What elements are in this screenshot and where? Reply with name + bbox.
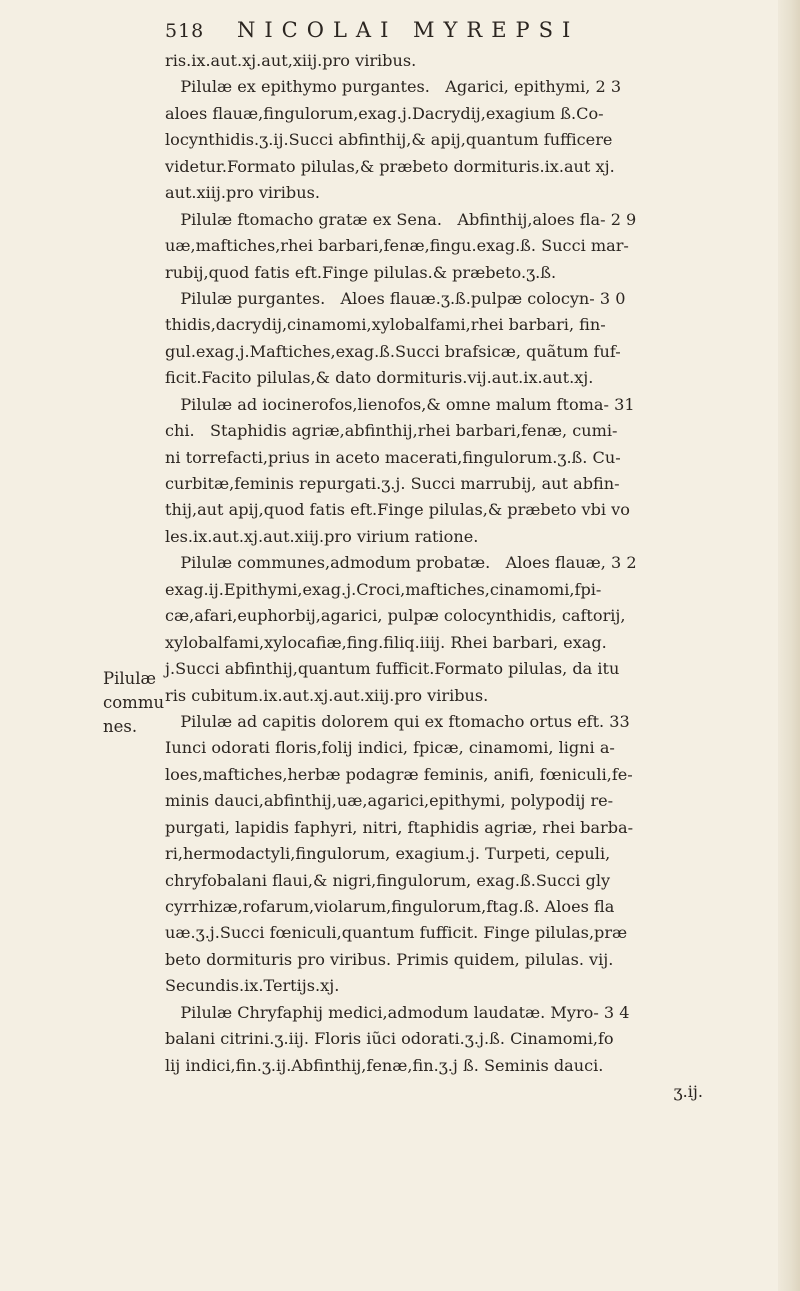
margin-note (103, 667, 163, 739)
page-number: 518 (165, 20, 205, 42)
margin-note-line: nes. (103, 717, 138, 736)
text-line: cyrrhizæ,rofarum,violarum,fingulorum,ftag.ß. Aloes fla (165, 897, 615, 916)
text-line: chi. Staphidis agriæ,abfinthij,rhei barbari,fenæ, cumi- (165, 421, 618, 441)
margin-note-line: commu (103, 693, 165, 712)
text-line: balani citrini.ʒ.iij. Floris iũci odorati.ʒ.j.ß. Cinamomi,fo (165, 1029, 614, 1049)
text-line: thidis,dacrydij,cinamomi,xylobalfami,rhei barbari, fin- (165, 315, 606, 335)
text-line: Pilulæ communes,admodum probatæ. Aloes flauæ, 3 2 (165, 553, 637, 573)
text-line: les.ix.aut.xj.aut.xiij.pro virium ratione. (165, 526, 479, 546)
text-line: lij indici,fin.ʒ.ij.Abfinthij,fenæ,fin.ʒ.j ß. Seminis dauci. (165, 1055, 604, 1075)
text-line: Pilulæ ad capitis dolorem qui ex ftomacho ortus eft. 33 (165, 711, 630, 731)
page-header (165, 18, 725, 42)
text-line: aut.xiij.pro viribus. (165, 183, 320, 203)
catchword: ʒ.ij. (673, 1082, 703, 1102)
text-line: loes,maftiches,herbæ podagræ feminis, anifi, fœniculi,fe- (165, 764, 633, 784)
text-line: minis dauci,abfinthij,uæ,agarici,epithymi, polypodij re- (165, 791, 614, 811)
text-line: j.Succi abfinthij,quantum fufficit.Formato pilulas, da itu (165, 659, 620, 679)
text-line: uæ,maftiches,rhei barbari,fenæ,fingu.exag.ß. Succi mar- (165, 236, 629, 256)
text-line: thij,aut apij,quod fatis eft.Finge pilulas,& præbeto vbi vo (165, 500, 630, 520)
text-line: ris cubitum.ix.aut.xj.aut.xiij.pro viribus. (165, 685, 489, 705)
page-binding-shadow (778, 0, 800, 1291)
text-line: Pilulæ Chryfaphij medici,admodum laudatæ. Myro- 3 4 (165, 1002, 630, 1022)
text-line: Pilulæ ad iocinerofos,lienofos,& omne malum ftoma- 31 (165, 394, 635, 414)
text-line: purgati, lapidis faphyri, nitri, ftaphidis agriæ, rhei barba- (165, 817, 634, 837)
text-line: Secundis.ix.Tertijs.xj. (165, 976, 340, 996)
text-line: xylobalfami,xylocafiæ,fing.filiq.iiij. Rhei barbari, exag. (165, 632, 607, 652)
text-line: beto dormituris pro viribus. Primis quidem, pilulas. vij. (165, 949, 614, 969)
text-line: uæ.ʒ.j.Succi fœniculi,quantum fufficit. Finge pilulas,præ (165, 923, 628, 943)
text-line: chryfobalani flaui,& nigri,fingulorum, exag.ß.Succi gly (165, 870, 611, 890)
margin-note-line: Pilulæ (103, 669, 157, 688)
text-line: ris.ix.aut.xj.aut,xiij.pro viribus. (165, 51, 417, 70)
text-line: curbitæ,feminis repurgati.ʒ.j. Succi marrubij, aut abfin- (165, 474, 620, 493)
text-line: rubij,quod fatis eft.Finge pilulas.& præbeto.ʒ.ß. (165, 262, 557, 282)
text-line: Iunci odorati floris,folij indici, fpicæ, cinamomi, ligni a- (165, 738, 615, 758)
running-title: NICOLAI MYREPSI (237, 18, 580, 42)
text-line: gul.exag.j.Maftiches,exag.ß.Succi brafsicæ, quãtum fuf- (165, 341, 621, 361)
text-line: videtur.Formato pilulas,& præbeto dormituris.ix.aut xj. (165, 156, 615, 176)
text-line: exag.ij.Epithymi,exag.j.Croci,maftiches,cinamomi,fpi- (165, 579, 602, 599)
text-line: ni torrefacti,prius in aceto macerati,fingulorum.ʒ.ß. Cu- (165, 447, 621, 467)
text-line: Pilulæ ftomacho gratæ ex Sena. Abfinthij,aloes fla- 2 9 (165, 209, 637, 229)
text-line: Pilulæ ex epithymo purgantes. Agarici, epithymi, 2 3 (165, 77, 622, 97)
text-line: aloes flauæ,fingulorum,exag.j.Dacrydij,exagium ß.Co- (165, 103, 604, 123)
body-text (165, 48, 765, 1106)
text-line: cæ,afari,euphorbij,agarici, pulpæ colocynthidis, caftorij, (165, 606, 626, 626)
text-line: locynthidis.ʒ.ij.Succi abfinthij,& apij,quantum fufficere (165, 130, 613, 150)
text-line: ficit.Facito pilulas,& dato dormituris.vij.aut.ix.aut.xj. (165, 368, 594, 388)
text-line: Pilulæ purgantes. Aloes flauæ.ʒ.ß.pulpæ colocyn- 3 0 (165, 288, 626, 308)
text-line: ri,hermodactyli,fingulorum, exagium.j. Turpeti, cepuli, (165, 844, 611, 864)
